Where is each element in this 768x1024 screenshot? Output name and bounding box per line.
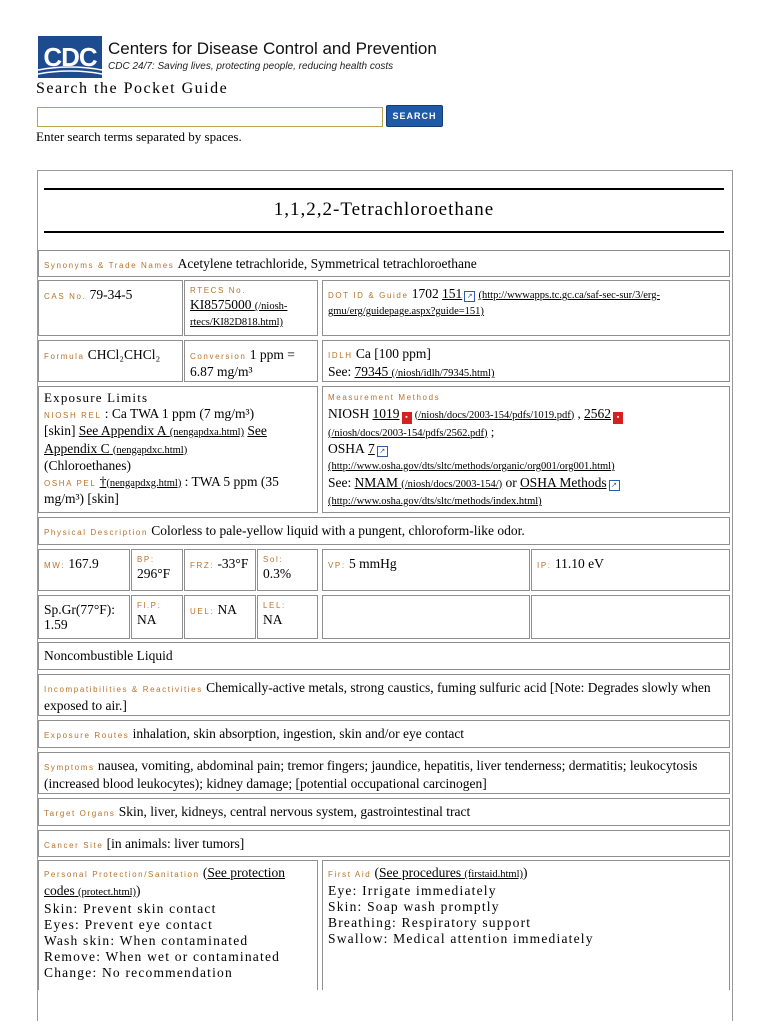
cancer-value: [in animals: liver tumors] bbox=[106, 836, 245, 851]
method-2562-url[interactable]: (/niosh/docs/2003-154/pdfs/2562.pdf) bbox=[328, 427, 488, 439]
ppe-item: Skin: Prevent skin contact bbox=[44, 901, 217, 916]
osha-method-url[interactable]: (http://www.osha.gov/dts/sltc/methods/organic/org001/org001.html) bbox=[328, 461, 615, 472]
formula-label: Formula bbox=[44, 352, 85, 361]
idlh-ref: 79345 bbox=[354, 364, 389, 379]
mw-value: 167.9 bbox=[68, 556, 99, 571]
osha-pel-label: OSHA PEL bbox=[44, 478, 97, 488]
lel-value: NA bbox=[263, 612, 283, 627]
physical-value: Colorless to pale-yellow liquid with a pungent, chloroform-like odor. bbox=[151, 523, 525, 538]
cdc-header bbox=[38, 36, 458, 82]
method-1019-url[interactable]: (/niosh/docs/2003-154/pdfs/1019.pdf) bbox=[414, 409, 575, 421]
ip-value: 11.10 eV bbox=[554, 556, 604, 571]
uel-cell bbox=[184, 595, 256, 639]
conversion-value: 1 ppm = 6.87 mg/m³ bbox=[190, 347, 295, 379]
formula-value: CHCl₂CHCl₂ bbox=[87, 347, 161, 362]
osha-methods-url[interactable]: (http://www.osha.gov/dts/sltc/methods/index.html) bbox=[328, 496, 542, 507]
symptoms-label: Symptoms bbox=[44, 763, 95, 772]
osha-pel-ref: † bbox=[99, 473, 107, 489]
frz-cell bbox=[184, 549, 256, 591]
rtecs-cell bbox=[184, 280, 318, 336]
firstaid-item: Breathing: Respiratory support bbox=[328, 915, 532, 930]
idlh-label: IDLH bbox=[328, 351, 353, 360]
ppe-cell: Personal Protection/Sanitation (See protection codes (protect.html)) Skin: Prevent skin contact Eyes: Prevent eye contact Wash skin: When contaminated Remove: When wet or contaminated Change: No recommendation bbox=[38, 860, 318, 990]
skin-note: [skin] bbox=[44, 423, 76, 438]
bp-label: BP: bbox=[137, 555, 155, 564]
flp-value: NA bbox=[137, 612, 157, 627]
external-link-icon: ↗ bbox=[464, 291, 475, 302]
appendix-a-link[interactable] bbox=[79, 423, 244, 438]
measurement-methods-cell: Measurement Methods NIOSH 1019 ▪ (/niosh/docs/2003-154/pdfs/1019.pdf) , 2562 ▪ (/niosh/docs/2003-154/pdfs/2562.pdf) ; OSHA 7 ↗ (http://www.osha.gov/dts/sltc/methods/organic/org001/org001.html) See: NMAM (/niosh/docs/2003-154/) or OSHA Methods ↗ (http://www.osha.gov/dts/sltc/methods/index.html) bbox=[322, 386, 730, 513]
frz-label: FRZ: bbox=[190, 561, 215, 570]
nmam-url: (/niosh/docs/2003-154/) bbox=[401, 478, 503, 490]
bp-cell bbox=[131, 549, 183, 591]
ppe-item: Eyes: Prevent eye contact bbox=[44, 917, 214, 932]
firstaid-item: Swallow: Medical attention immediately bbox=[328, 931, 594, 946]
methods-label: Measurement Methods bbox=[328, 393, 441, 402]
title-rule-bottom bbox=[44, 231, 724, 233]
conversion-cell bbox=[184, 340, 318, 382]
appendix-c-text: See Appendix C bbox=[44, 423, 267, 456]
first-aid-cell: First Aid (See procedures (firstaid.html)) Eye: Irrigate immediately Skin: Soap wash promptly Breathing: Respiratory support Swallow: Medical attention immediately bbox=[322, 860, 730, 990]
routes-label: Exposure Routes bbox=[44, 731, 130, 740]
ip-cell bbox=[531, 549, 730, 591]
firstaid-item: Eye: Irrigate immediately bbox=[328, 883, 497, 898]
symptoms-value: nausea, vomiting, abdominal pain; tremor fingers; jaundice, hepatitis, liver tenderness; dermatitis; leukocytosis (increased blood leukocytes); kidney damage; [potential occupational carcinogen] bbox=[44, 758, 698, 791]
synonyms-value: Acetylene tetrachloride, Symmetrical tetrachloroethane bbox=[177, 256, 477, 271]
dot-guide-link[interactable]: 151 bbox=[442, 286, 463, 301]
target-organs-row bbox=[38, 798, 730, 826]
methods-or: or bbox=[505, 474, 517, 490]
rtecs-link-url: (/niosh-rtecs/KI82D818.html) bbox=[190, 301, 288, 328]
osha-method-link[interactable]: 7 bbox=[368, 441, 375, 456]
sol-value: 0.3% bbox=[263, 566, 292, 581]
symptoms-row bbox=[38, 752, 730, 794]
incompat-value: Chemically-active metals, strong caustics, fuming sulfuric acid [Note: Degrades slowly when exposed to air.] bbox=[44, 680, 711, 713]
appendix-c-url: (nengapdxc.html) bbox=[112, 444, 188, 456]
uel-label: UEL: bbox=[190, 607, 215, 616]
rtecs-value: KI8575000 bbox=[190, 297, 252, 312]
title-rule-top bbox=[44, 188, 724, 190]
combustibility-row bbox=[38, 642, 730, 670]
mw-label: MW: bbox=[44, 561, 66, 570]
exposure-limits-cell bbox=[38, 386, 318, 513]
lel-cell bbox=[257, 595, 318, 639]
target-label: Target Organs bbox=[44, 809, 116, 818]
idlh-see: See: bbox=[328, 364, 352, 379]
niosh-rel-value: : Ca TWA 1 ppm (7 mg/m³) bbox=[104, 405, 255, 421]
external-link-icon: ↗ bbox=[377, 446, 388, 457]
osha-method-prefix: OSHA bbox=[328, 441, 365, 456]
empty-cell-1 bbox=[322, 595, 530, 639]
physical-description-row bbox=[38, 517, 730, 545]
nmam-link[interactable] bbox=[355, 475, 503, 490]
search-input[interactable] bbox=[37, 107, 383, 127]
firstaid-label: First Aid bbox=[328, 870, 372, 879]
flp-cell bbox=[131, 595, 183, 639]
search-button[interactable]: SEARCH bbox=[386, 105, 443, 127]
agency-name: Centers for Disease Control and Prevention bbox=[108, 39, 437, 58]
logo-stripes-icon bbox=[38, 66, 102, 78]
incompat-label: Incompatibilities & Reactivities bbox=[44, 685, 203, 694]
synonyms-label: Synonyms & Trade Names bbox=[44, 261, 175, 270]
chemical-title-box bbox=[38, 171, 730, 246]
physical-label: Physical Description bbox=[44, 528, 149, 537]
incompatibilities-row bbox=[38, 674, 730, 716]
osha-pel-url: (nengapdxg.html) bbox=[106, 477, 182, 489]
routes-value: inhalation, skin absorption, ingestion, skin and/or eye contact bbox=[132, 726, 465, 741]
osha-methods-link[interactable]: OSHA Methods bbox=[519, 474, 607, 490]
method-1019-link[interactable]: 1019 bbox=[372, 405, 400, 421]
search-title: Search the Pocket Guide bbox=[36, 80, 229, 97]
appendix-a-url: (nengapdxa.html) bbox=[169, 427, 245, 438]
synonyms-row bbox=[38, 250, 730, 277]
chemical-name: 1,1,2,2-Tetrachloroethane bbox=[273, 199, 495, 220]
firstaid-link[interactable] bbox=[379, 865, 523, 880]
idlh-cell bbox=[322, 340, 730, 382]
cas-label: CAS No. bbox=[44, 292, 87, 301]
combustibility-value: Noncombustible Liquid bbox=[44, 648, 173, 663]
sol-label: Sol: bbox=[263, 555, 284, 564]
ip-label: IP: bbox=[537, 561, 552, 570]
method-2562-link[interactable]: 2562 bbox=[584, 405, 612, 421]
empty-cell-2 bbox=[531, 595, 730, 639]
flp-label: Fl.P: bbox=[137, 601, 162, 610]
idlh-url: (/niosh/idlh/79345.html) bbox=[391, 368, 495, 379]
dot-id: 1702 bbox=[411, 286, 439, 301]
firstaid-link-text: See procedures bbox=[379, 865, 462, 880]
ppe-item: Wash skin: When contaminated bbox=[44, 933, 249, 948]
lel-label: LEL: bbox=[263, 601, 286, 610]
ppe-link-text: See protection codes bbox=[44, 865, 285, 898]
idlh-link[interactable] bbox=[355, 364, 495, 379]
niosh-method-prefix: NIOSH bbox=[328, 405, 370, 421]
bp-value: 296°F bbox=[137, 566, 171, 581]
spgr-value: Sp.Gr(77°F): 1.59 bbox=[44, 602, 116, 632]
appendix-c-note: (Chloroethanes) bbox=[44, 458, 131, 473]
rtecs-link[interactable] bbox=[190, 297, 287, 328]
cancer-label: Cancer Site bbox=[44, 841, 104, 850]
uel-value: NA bbox=[217, 602, 237, 617]
osha-pel-link[interactable] bbox=[100, 474, 182, 489]
vp-cell bbox=[322, 549, 530, 591]
spgr-cell bbox=[38, 595, 130, 639]
agency-tagline: CDC 24/7: Saving lives, protecting people, reducing health costs bbox=[108, 61, 394, 72]
appendix-a-text: See Appendix A bbox=[78, 423, 167, 438]
exposure-title: Exposure Limits bbox=[44, 390, 149, 405]
methods-see: See: bbox=[328, 474, 352, 490]
osha-pel-value: : TWA 5 ppm (35 mg/m³) [skin] bbox=[44, 473, 279, 506]
dot-guide-url[interactable]: (http://wwwapps.tc.gc.ca/saf-sec-sur/3/erg-gmu/erg/guidepage.aspx?guide=151) bbox=[328, 290, 660, 317]
frz-value: -33°F bbox=[217, 556, 249, 571]
vp-label: VP: bbox=[328, 561, 346, 570]
formula-cell bbox=[38, 340, 183, 382]
mw-cell bbox=[38, 549, 130, 591]
firstaid-item: Skin: Soap wash promptly bbox=[328, 899, 500, 914]
conversion-label: Conversion bbox=[190, 352, 247, 361]
ppe-item: Change: No recommendation bbox=[44, 965, 233, 980]
exposure-routes-row bbox=[38, 720, 730, 748]
pdf-icon: ▪ bbox=[402, 412, 412, 424]
ppe-link-url: (protect.html) bbox=[78, 887, 137, 898]
dot-cell bbox=[322, 280, 730, 336]
rtecs-label: RTECS No. bbox=[190, 286, 247, 295]
pdf-icon: ▪ bbox=[613, 412, 623, 424]
idlh-value: Ca [100 ppm] bbox=[355, 346, 431, 361]
cas-cell bbox=[38, 280, 183, 336]
ppe-item: Remove: When wet or contaminated bbox=[44, 949, 281, 964]
dot-label: DOT ID & Guide bbox=[328, 291, 409, 300]
sol-cell bbox=[257, 549, 318, 591]
firstaid-link-url: (firstaid.html) bbox=[464, 869, 524, 880]
cancer-site-row bbox=[38, 830, 730, 857]
logo-text: CDC bbox=[43, 42, 97, 72]
niosh-rel-label: NIOSH REL bbox=[44, 410, 102, 420]
target-value: Skin, liver, kidneys, central nervous system, gastrointestinal tract bbox=[118, 804, 471, 819]
ppe-label: Personal Protection/Sanitation bbox=[44, 870, 200, 879]
vp-value: 5 mmHg bbox=[348, 556, 397, 571]
search-hint: Enter search terms separated by spaces. bbox=[36, 129, 242, 144]
external-link-icon: ↗ bbox=[609, 480, 620, 491]
nmam-text: NMAM bbox=[354, 474, 399, 490]
cas-value: 79-34-5 bbox=[89, 287, 133, 302]
